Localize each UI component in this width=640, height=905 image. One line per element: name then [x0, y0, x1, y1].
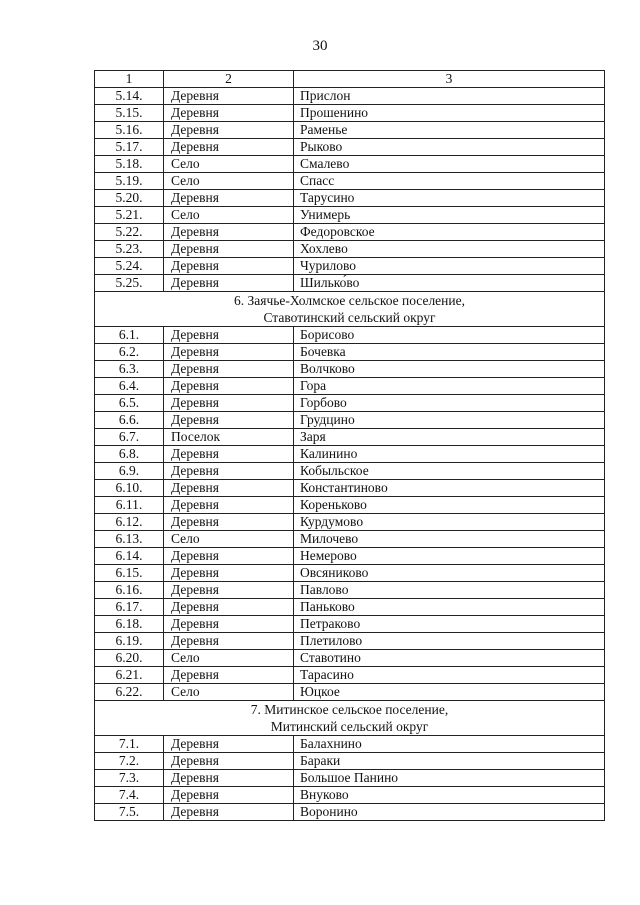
row-number: 5.20. [95, 190, 164, 207]
row-number: 6.1. [95, 327, 164, 344]
row-number: 6.21. [95, 667, 164, 684]
settlement-type: Село [164, 650, 294, 667]
column-header-number: 1 [95, 71, 164, 88]
table-row [95, 88, 605, 105]
settlement-name: Курдумово [294, 514, 605, 531]
section-subtitle-line: Ставотинский сельский округ [263, 310, 436, 325]
table-row [95, 378, 605, 395]
table-row [95, 599, 605, 616]
settlement-type: Деревня [164, 88, 294, 105]
table-row [95, 616, 605, 633]
settlement-name: Павлово [294, 582, 605, 599]
row-number: 6.15. [95, 565, 164, 582]
table-row [95, 224, 605, 241]
settlement-name: Шилько́во [294, 275, 605, 292]
settlement-name: Спасс [294, 173, 605, 190]
section-title [95, 701, 605, 736]
table-row [95, 787, 605, 804]
table-row [95, 531, 605, 548]
row-number: 7.1. [95, 736, 164, 753]
settlement-type: Деревня [164, 122, 294, 139]
settlement-name: Унимерь [294, 207, 605, 224]
table-row [95, 395, 605, 412]
row-number: 6.7. [95, 429, 164, 446]
table-row [95, 548, 605, 565]
column-header-type: 2 [164, 71, 294, 88]
settlement-name: Хохлево [294, 241, 605, 258]
table-row [95, 753, 605, 770]
table-row [95, 327, 605, 344]
table-row [95, 633, 605, 650]
settlement-name: Тарусино [294, 190, 605, 207]
section-title-line: 6. Заячье-Холмское сельское поселение, [234, 293, 465, 308]
settlement-name: Большое Панино [294, 770, 605, 787]
row-number: 6.6. [95, 412, 164, 429]
table-row [95, 684, 605, 701]
row-number: 6.22. [95, 684, 164, 701]
row-number: 6.13. [95, 531, 164, 548]
row-number: 5.24. [95, 258, 164, 275]
settlement-type: Деревня [164, 412, 294, 429]
settlement-type: Деревня [164, 582, 294, 599]
settlement-name: Тарасино [294, 667, 605, 684]
settlement-type: Село [164, 684, 294, 701]
table-row [95, 804, 605, 821]
row-number: 5.17. [95, 139, 164, 156]
settlement-type: Деревня [164, 105, 294, 122]
row-number: 6.20. [95, 650, 164, 667]
table-row [95, 275, 605, 292]
table-row [95, 412, 605, 429]
settlement-name: Горбово [294, 395, 605, 412]
table-row [95, 582, 605, 599]
table-row [95, 463, 605, 480]
table-row [95, 139, 605, 156]
section-header-row [95, 292, 605, 327]
settlement-name: Балахнино [294, 736, 605, 753]
settlement-type: Деревня [164, 753, 294, 770]
row-number: 5.25. [95, 275, 164, 292]
row-number: 6.5. [95, 395, 164, 412]
row-number: 6.3. [95, 361, 164, 378]
page-number: 30 [312, 38, 328, 54]
settlement-name: Немерово [294, 548, 605, 565]
table-row [95, 565, 605, 582]
row-number: 5.22. [95, 224, 164, 241]
settlement-type: Село [164, 173, 294, 190]
row-number: 7.4. [95, 787, 164, 804]
table-row [95, 480, 605, 497]
settlement-name: Кореньково [294, 497, 605, 514]
row-number: 6.16. [95, 582, 164, 599]
settlement-type: Деревня [164, 378, 294, 395]
table-row [95, 258, 605, 275]
row-number: 5.23. [95, 241, 164, 258]
section-title [95, 292, 605, 327]
settlement-name: Федоровское [294, 224, 605, 241]
settlements-table [94, 70, 605, 821]
settlement-name: Смалево [294, 156, 605, 173]
table-row [95, 650, 605, 667]
table-row [95, 361, 605, 378]
settlement-name: Волчково [294, 361, 605, 378]
table-header-row [95, 71, 605, 88]
settlement-name: Чурилово [294, 258, 605, 275]
settlement-name: Овсяниково [294, 565, 605, 582]
settlement-name: Константиново [294, 480, 605, 497]
settlement-name: Ставотино [294, 650, 605, 667]
settlement-name: Внуково [294, 787, 605, 804]
table-row [95, 105, 605, 122]
row-number: 6.12. [95, 514, 164, 531]
table-row [95, 344, 605, 361]
row-number: 6.10. [95, 480, 164, 497]
table-row [95, 173, 605, 190]
table-row [95, 241, 605, 258]
row-number: 6.4. [95, 378, 164, 395]
row-number: 7.3. [95, 770, 164, 787]
settlement-type: Деревня [164, 599, 294, 616]
settlement-type: Деревня [164, 616, 294, 633]
settlement-name: Юцкое [294, 684, 605, 701]
settlement-type: Деревня [164, 275, 294, 292]
settlement-name: Плетилово [294, 633, 605, 650]
row-number: 6.2. [95, 344, 164, 361]
table-row [95, 429, 605, 446]
settlement-name: Кобыльское [294, 463, 605, 480]
settlement-name: Борисово [294, 327, 605, 344]
settlement-type: Деревня [164, 327, 294, 344]
row-number: 7.5. [95, 804, 164, 821]
table-body [95, 71, 605, 821]
settlement-name: Прошенино [294, 105, 605, 122]
settlement-type: Деревня [164, 344, 294, 361]
settlement-name: Бараки [294, 753, 605, 770]
table-row [95, 667, 605, 684]
settlement-name: Грудцино [294, 412, 605, 429]
row-number: 6.8. [95, 446, 164, 463]
row-number: 6.17. [95, 599, 164, 616]
row-number: 6.18. [95, 616, 164, 633]
row-number: 5.16. [95, 122, 164, 139]
table-row [95, 446, 605, 463]
settlement-name: Рыково [294, 139, 605, 156]
row-number: 5.18. [95, 156, 164, 173]
settlement-type: Село [164, 207, 294, 224]
table-row [95, 207, 605, 224]
settlement-type: Деревня [164, 395, 294, 412]
section-subtitle-line: Митинский сельский округ [270, 719, 429, 734]
settlement-type: Деревня [164, 497, 294, 514]
settlement-type: Деревня [164, 190, 294, 207]
settlement-type: Деревня [164, 667, 294, 684]
table-row [95, 514, 605, 531]
settlement-type: Село [164, 156, 294, 173]
row-number: 5.21. [95, 207, 164, 224]
settlement-type: Деревня [164, 463, 294, 480]
settlement-type: Деревня [164, 514, 294, 531]
row-number: 5.19. [95, 173, 164, 190]
settlement-name: Калинино [294, 446, 605, 463]
settlement-type: Деревня [164, 224, 294, 241]
row-number: 6.9. [95, 463, 164, 480]
settlement-type: Деревня [164, 548, 294, 565]
settlement-type: Деревня [164, 258, 294, 275]
settlement-name: Бочевка [294, 344, 605, 361]
settlement-type: Деревня [164, 241, 294, 258]
table-row [95, 122, 605, 139]
settlement-type: Деревня [164, 633, 294, 650]
table-row [95, 190, 605, 207]
settlement-type: Деревня [164, 446, 294, 463]
row-number: 6.11. [95, 497, 164, 514]
settlement-type: Деревня [164, 139, 294, 156]
row-number: 6.19. [95, 633, 164, 650]
section-title-line: 7. Митинское сельское поселение, [250, 702, 449, 717]
settlement-name: Раменье [294, 122, 605, 139]
settlement-type: Село [164, 531, 294, 548]
settlement-type: Деревня [164, 480, 294, 497]
settlement-name: Заря [294, 429, 605, 446]
settlement-type: Деревня [164, 565, 294, 582]
row-number: 6.14. [95, 548, 164, 565]
row-number: 7.2. [95, 753, 164, 770]
column-header-name: 3 [294, 71, 605, 88]
table-row [95, 156, 605, 173]
settlement-type: Деревня [164, 787, 294, 804]
row-number: 5.14. [95, 88, 164, 105]
table-row [95, 770, 605, 787]
settlement-name: Петраково [294, 616, 605, 633]
section-header-row [95, 701, 605, 736]
settlement-name: Милочево [294, 531, 605, 548]
table-row [95, 497, 605, 514]
settlement-name: Прислон [294, 88, 605, 105]
settlement-type: Деревня [164, 361, 294, 378]
settlement-name: Паньково [294, 599, 605, 616]
table-row [95, 736, 605, 753]
settlement-type: Деревня [164, 736, 294, 753]
settlement-type: Деревня [164, 770, 294, 787]
row-number: 5.15. [95, 105, 164, 122]
settlement-name: Воронино [294, 804, 605, 821]
settlement-type: Поселок [164, 429, 294, 446]
settlement-type: Деревня [164, 804, 294, 821]
settlement-name: Гора [294, 378, 605, 395]
